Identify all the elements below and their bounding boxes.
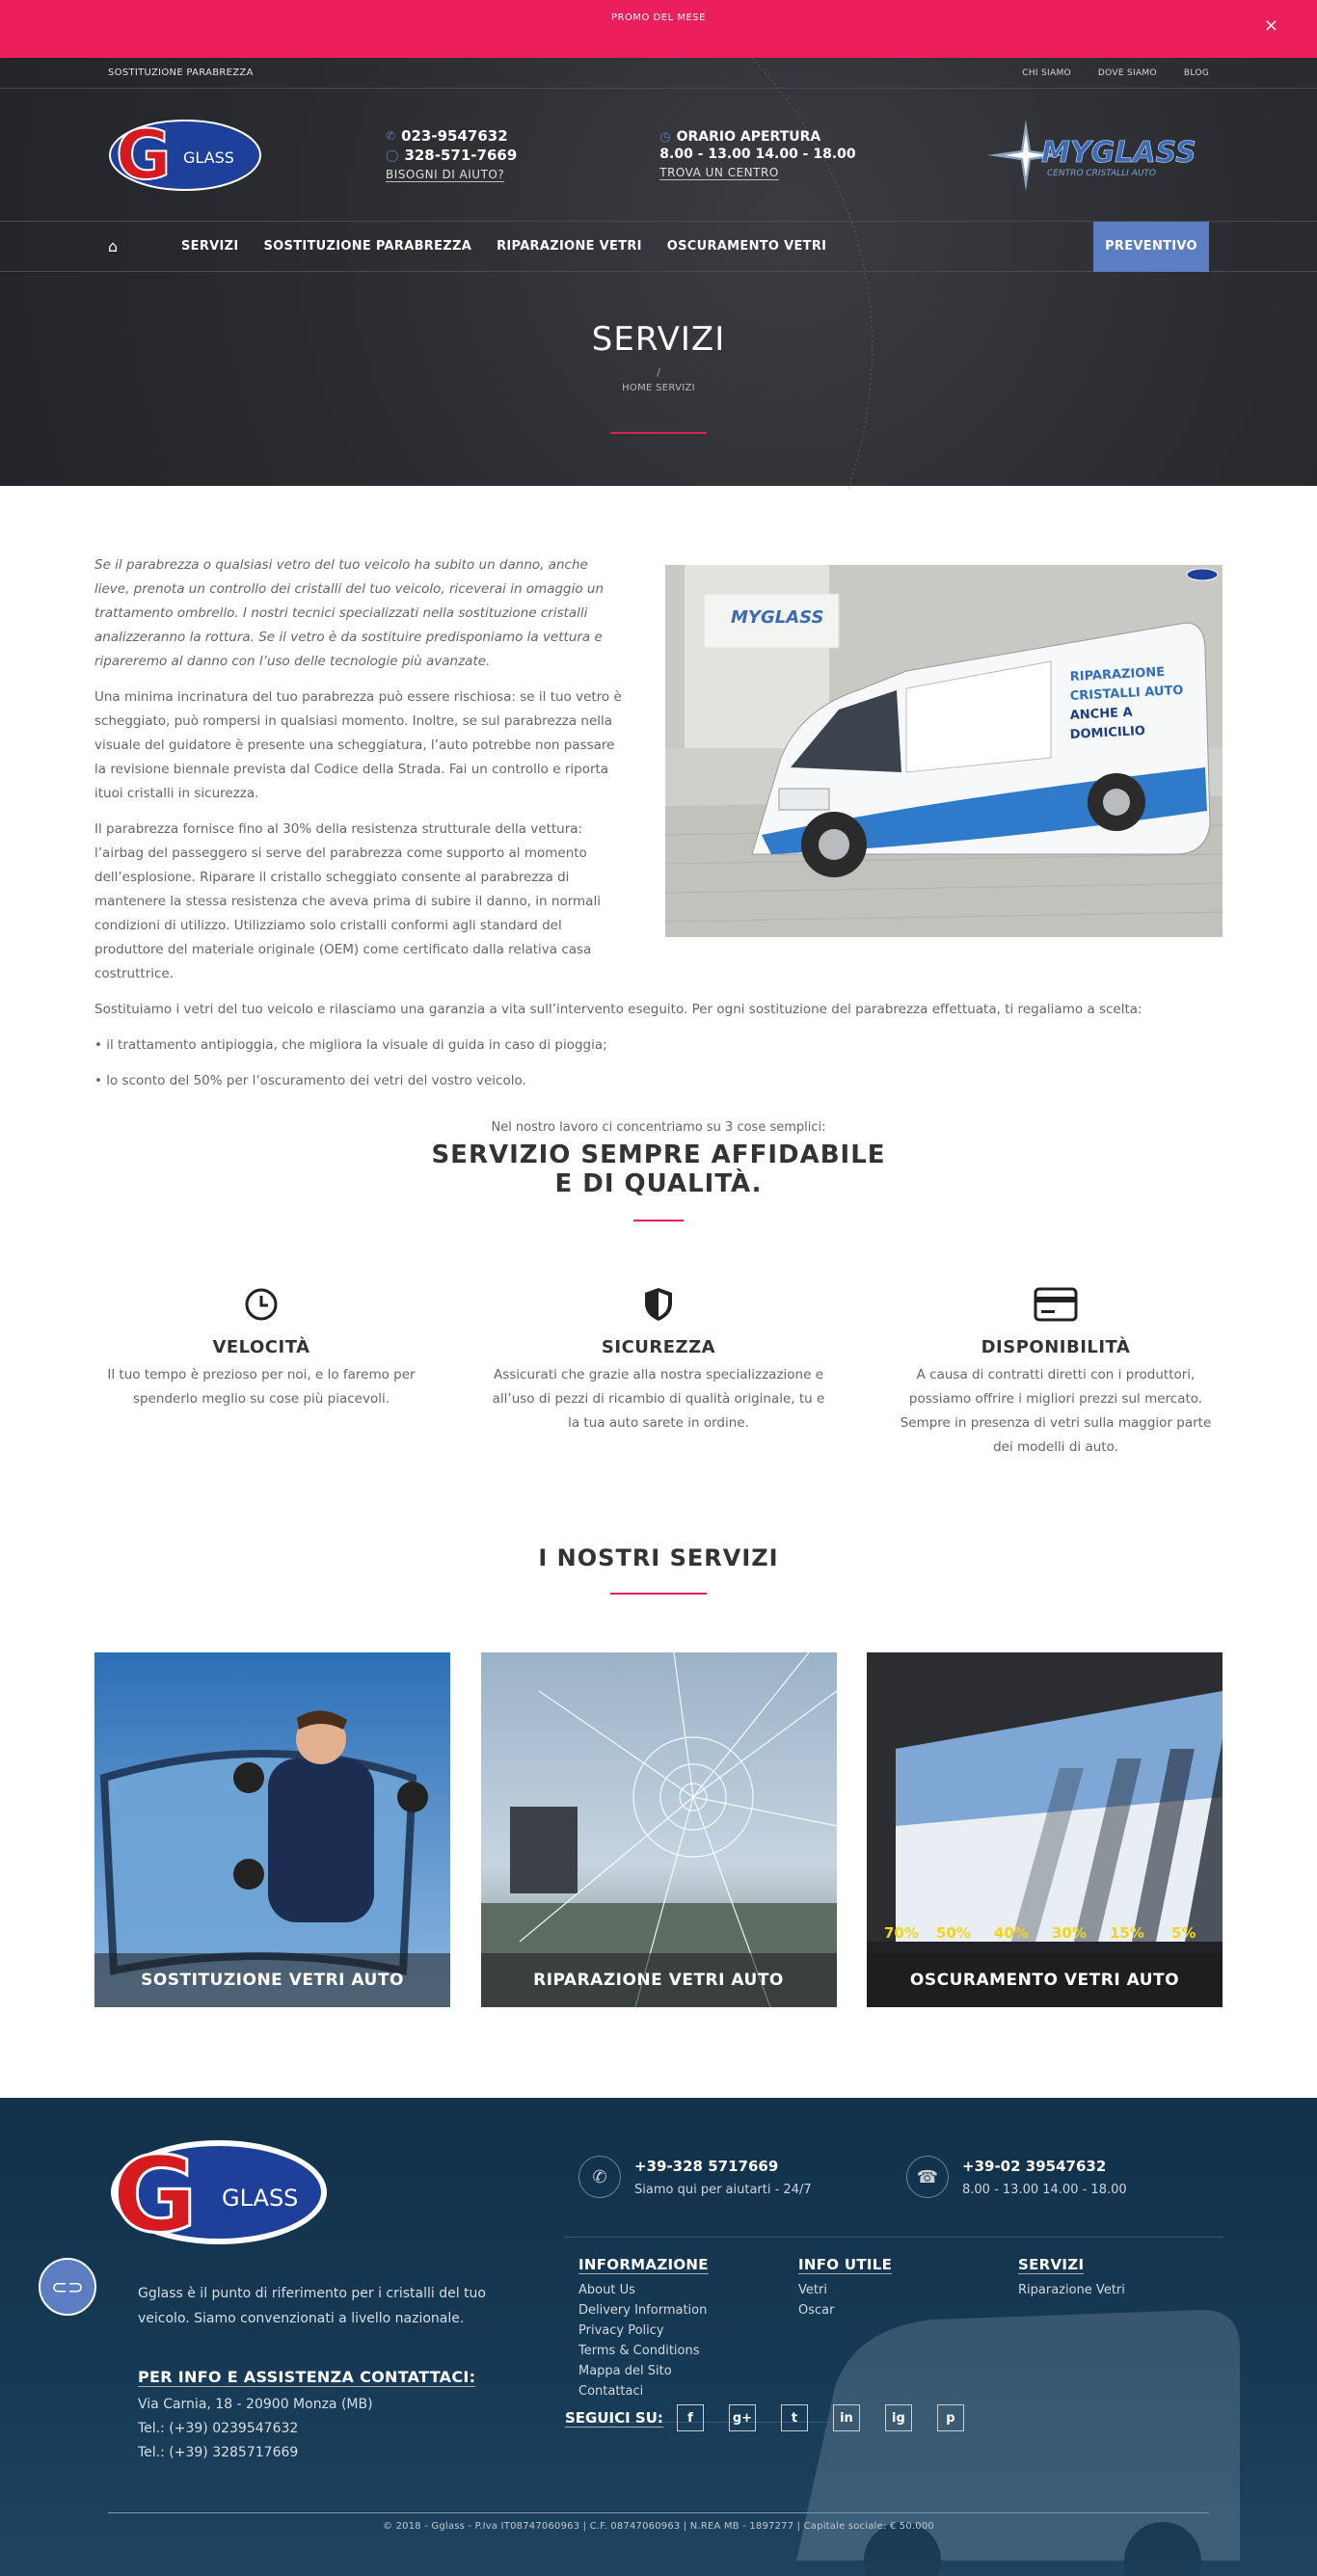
phone-line-2	[386, 147, 517, 164]
facebook-icon[interactable]: f	[677, 2404, 704, 2431]
tint-label-50: 50%	[936, 1924, 971, 1942]
service-card-sostituzione[interactable]	[94, 1652, 450, 2007]
van-text-4: DOMICILIO	[1069, 723, 1146, 742]
footer-col-title: SERVIZI	[1018, 2256, 1085, 2273]
footer-col-informazione	[578, 2256, 709, 2402]
footer-divider-top	[565, 2237, 1223, 2238]
nav-servizi[interactable]: SERVIZI	[181, 239, 239, 254]
brand-row	[0, 89, 1317, 222]
logo-glass-text: GLASS	[183, 148, 234, 167]
google-plus-icon[interactable]: g+	[729, 2404, 756, 2431]
myglass-subtext: CENTRO CRISTALLI AUTO	[1047, 168, 1157, 178]
footer-contact-1-number[interactable]: +39-328 5717669	[634, 2157, 779, 2175]
credit-card-icon	[889, 1285, 1223, 1324]
main-nav	[0, 222, 1317, 272]
link-dove-siamo[interactable]: DOVE SIAMO	[1097, 67, 1157, 78]
svg-text:G: G	[112, 2135, 198, 2250]
instagram-icon[interactable]: ig	[885, 2404, 912, 2431]
footer-tel-1[interactable]: Tel.: (+39) 0239547632	[138, 2421, 299, 2436]
footer-link-contact[interactable]: Contattaci	[578, 2384, 644, 2399]
phone-icon: ☎	[906, 2156, 949, 2198]
tint-label-15: 15%	[1110, 1924, 1144, 1942]
values-section	[0, 1120, 1317, 1460]
tint-label-70: 70%	[884, 1924, 919, 1942]
top-bar	[0, 58, 1317, 89]
myglass-logo[interactable]	[978, 112, 1209, 199]
phone-number-2[interactable]: 328-571-7669	[404, 147, 518, 164]
footer-contact-phone	[906, 2156, 1127, 2198]
feature-title: VELOCITÀ	[212, 1337, 310, 1357]
link-chi-siamo[interactable]: CHI SIAMO	[1022, 67, 1071, 78]
values-title	[0, 1140, 1317, 1198]
title-underline	[610, 432, 707, 434]
footer-link-privacy[interactable]: Privacy Policy	[578, 2323, 664, 2338]
services-title: I NOSTRI SERVIZI	[538, 1544, 779, 1571]
home-icon[interactable]: ⌂	[108, 237, 119, 255]
wall-sign-text: MYGLASS	[731, 607, 824, 628]
footer-address-block	[138, 2393, 373, 2465]
phone-number-1[interactable]: 023-9547632	[401, 127, 508, 145]
twitter-icon[interactable]: t	[781, 2404, 808, 2431]
feature-sicurezza	[492, 1285, 825, 1460]
close-icon[interactable]: ×	[1263, 15, 1278, 36]
footer-col-servizi	[1018, 2256, 1125, 2300]
social-label: SEGUICI SU:	[565, 2408, 663, 2427]
whatsapp-icon: ◯	[386, 148, 399, 162]
service-card-riparazione[interactable]	[481, 1652, 837, 2007]
clock-icon	[94, 1285, 428, 1324]
help-link[interactable]: BISOGNI DI AIUTO?	[386, 168, 505, 181]
services-underline	[610, 1593, 707, 1595]
feature-text: Il tuo tempo è prezioso per noi, e lo faremo per spenderlo meglio su cose più piacevoli.	[107, 1367, 416, 1407]
myglass-text: MYGLASS	[1041, 135, 1196, 170]
breadcrumb-home[interactable]: HOME	[622, 383, 653, 393]
van-text-1: RIPARAZIONE	[1069, 664, 1166, 684]
feature-text: A causa di contratti diretti con i produttori, possiamo offrire i migliori prezzi sul mercato. Sempre in presenza di vetri sulla maggior parte dei modelli di auto.	[900, 1367, 1212, 1455]
breadcrumb-current: SERVIZI	[656, 383, 695, 393]
hours-block	[659, 129, 855, 180]
hours-title-row	[659, 129, 855, 145]
page-title: SERVIZI	[591, 320, 726, 359]
footer-link-about[interactable]: About Us	[578, 2283, 635, 2297]
breadcrumb-separator: /	[657, 366, 660, 379]
topbar-links	[1022, 68, 1209, 78]
clock-icon: ◷	[659, 129, 671, 145]
service-card-caption: RIPARAZIONE VETRI AUTO	[481, 1953, 837, 2007]
service-van-image	[665, 565, 1223, 937]
footer-logo-text: GLASS	[222, 2185, 299, 2212]
opening-hours: 8.00 - 13.00 14.00 - 18.00	[659, 147, 856, 162]
intro-paragraph-2: Una minima incrinatura del tuo parabrezza può essere rischiosa: se il tuo vetro è scheggiato, può rompersi in qualsiasi momento. Inoltre, se sul parabrezza nella visuale del guidatore è presente una scheggiatura, l’auto potrebbe non passare la revisione biennale prevista dal Codice della Strada. Fai un controllo e riporta ituoi cristalli in sicurezza.	[94, 689, 622, 801]
link-icon: ⊂⊃	[51, 2275, 84, 2298]
whatsapp-icon: ✆	[578, 2156, 621, 2198]
services-header	[0, 1544, 1317, 1595]
tint-label-30: 30%	[1052, 1924, 1087, 1942]
social-links	[565, 2404, 989, 2431]
features-row	[0, 1285, 1317, 1460]
breadcrumb	[0, 383, 1317, 393]
copyright: © 2018 - Gglass - P.Iva IT08747060963 | C.F. 08747060963 | N.REA MB - 1897277 | Capitale sociale: € 50.000	[108, 2512, 1209, 2532]
footer-col-info-utile	[798, 2256, 892, 2321]
services-cards	[0, 1652, 1317, 2007]
phone-line-1	[386, 127, 517, 145]
values-title-line-2: E DI QUALITÀ.	[554, 1169, 763, 1198]
footer-tel-2[interactable]: Tel.: (+39) 3285717669	[138, 2445, 299, 2460]
van-text-2: CRISTALLI AUTO	[1069, 683, 1184, 704]
footer-contact-whatsapp	[578, 2156, 812, 2198]
svg-text:G: G	[116, 116, 172, 194]
intro-paragraph-3: Il parabrezza fornisce fino al 30% della resistenza strutturale della vettura: l’airbag del passeggero si serve del parabrezza come supporto al momento dell’esplosione. Riparare il cristallo scheggiato consente al parabrezza di mantenere la stessa resistenza che aveva prima di subire il danno, in normali condizioni di utilizzo. Utilizziamo solo cristalli conformi agli standard del produttore del materiale originale (OEM) come certificato dalla relativa casa costruttrice.	[94, 821, 601, 981]
page-hero	[0, 272, 1317, 486]
nav-sostituzione-parabrezza[interactable]: SOSTITUZIONE PARABREZZA	[263, 239, 472, 254]
phone-icon: ✆	[386, 129, 396, 143]
feature-disponibilita	[889, 1285, 1223, 1460]
footer-logo[interactable]	[108, 2134, 330, 2250]
promo-text[interactable]: PROMO DEL MESE	[611, 12, 706, 23]
footer-link-vetri[interactable]: Vetri	[798, 2283, 827, 2297]
phone-block	[386, 127, 517, 182]
nav-riparazione-vetri[interactable]: RIPARAZIONE VETRI	[497, 239, 642, 254]
intro-paragraph-1: Se il parabrezza o qualsiasi vetro del tuo veicolo ha subito un danno, anche lieve, prenota un controllo dei cristalli del tuo veicolo, riceverai in omaggio un trattamento ombrello. I nostri tecnici specializzati nella sostituzione cristalli analizzeranno la rottura. Se il vetro è da sostituire predisponiamo la vettura e ripareremo al danno con l’uso delle tecnologie più avanzate.	[94, 557, 605, 669]
service-card-caption: SOSTITUZIONE VETRI AUTO	[94, 1953, 450, 2007]
footer-contact-1-sub: Siamo qui per aiutarti - 24/7	[634, 2182, 812, 2197]
pinterest-icon[interactable]: p	[937, 2404, 964, 2431]
link-blog[interactable]: BLOG	[1183, 67, 1209, 78]
nav-oscuramento-vetri[interactable]: OSCURAMENTO VETRI	[666, 239, 827, 254]
linkedin-icon[interactable]: in	[833, 2404, 860, 2431]
feature-text: Assicurati che grazie alla nostra specializzazione e all’uso di pezzi di ricambio di qualità originale, tu e la tua auto sarete in ordine.	[492, 1367, 825, 1431]
footer-contact-2-sub: 8.00 - 13.00 14.00 - 18.00	[962, 2182, 1127, 2197]
footer-col-title: INFORMAZIONE	[578, 2256, 709, 2273]
feature-title: DISPONIBILITÀ	[981, 1337, 1131, 1357]
footer-contact-2-number[interactable]: +39-02 39547632	[962, 2157, 1107, 2175]
hours-title: ORARIO APERTURA	[676, 129, 821, 145]
footer-link-oscar[interactable]: Oscar	[798, 2303, 835, 2318]
values-lead: Nel nostro lavoro ci concentriamo su 3 cose semplici:	[491, 1120, 826, 1135]
intro-bullet-1: • il trattamento antipioggia, che migliora la visuale di guida in caso di pioggia;	[94, 1037, 607, 1053]
footer-help-title: PER INFO E ASSISTENZA CONTATTACI:	[138, 2368, 476, 2386]
footer-link-riparazione[interactable]: Riparazione Vetri	[1018, 2283, 1125, 2297]
header	[0, 58, 1317, 486]
feature-velocita	[94, 1285, 428, 1460]
van-text-3: ANCHE A	[1069, 705, 1133, 723]
find-center-link[interactable]: TROVA UN CENTRO	[659, 166, 779, 179]
chat-link-button[interactable]	[39, 2258, 96, 2316]
service-card-caption: OSCURAMENTO VETRI AUTO	[867, 1953, 1223, 2007]
preventivo-button[interactable]: PREVENTIVO	[1093, 222, 1209, 272]
values-underline	[633, 1220, 684, 1221]
tint-label-40: 40%	[994, 1924, 1029, 1942]
values-title-line-1: SERVIZIO SEMPRE AFFIDABILE	[431, 1140, 886, 1169]
feature-title: SICUREZZA	[601, 1337, 716, 1357]
tint-label-5: 5%	[1171, 1924, 1196, 1942]
promo-bar	[0, 0, 1317, 58]
intro-paragraph-4: Sostituiamo i vetri del tuo veicolo e rilasciamo una garanzia a vita sull’intervento eseguito. Per ogni sostituzione del parabrezza effettuata, ti regaliamo a scelta:	[94, 1002, 1142, 1017]
topbar-title[interactable]: SOSTITUZIONE PARABREZZA	[108, 67, 254, 78]
intro-section	[0, 486, 1317, 1093]
footer-address: Via Carnia, 18 - 20900 Monza (MB)	[138, 2397, 373, 2412]
intro-bullet-2: • lo sconto del 50% per l’oscuramento dei vetri del vostro veicolo.	[94, 1073, 526, 1088]
gglass-logo[interactable]	[108, 117, 262, 194]
footer-link-delivery[interactable]: Delivery Information	[578, 2303, 708, 2318]
footer-link-sitemap[interactable]: Mappa del Sito	[578, 2364, 672, 2378]
shield-icon	[492, 1285, 825, 1324]
footer-col-title: INFO UTILE	[798, 2256, 893, 2273]
footer	[0, 2098, 1317, 2576]
service-card-oscuramento[interactable]	[867, 1652, 1223, 2007]
footer-link-terms[interactable]: Terms & Conditions	[578, 2344, 700, 2358]
footer-about: Gglass è il punto di riferimento per i cristalli del tuo veicolo. Siamo convenzionati a livello nazionale.	[138, 2286, 486, 2326]
